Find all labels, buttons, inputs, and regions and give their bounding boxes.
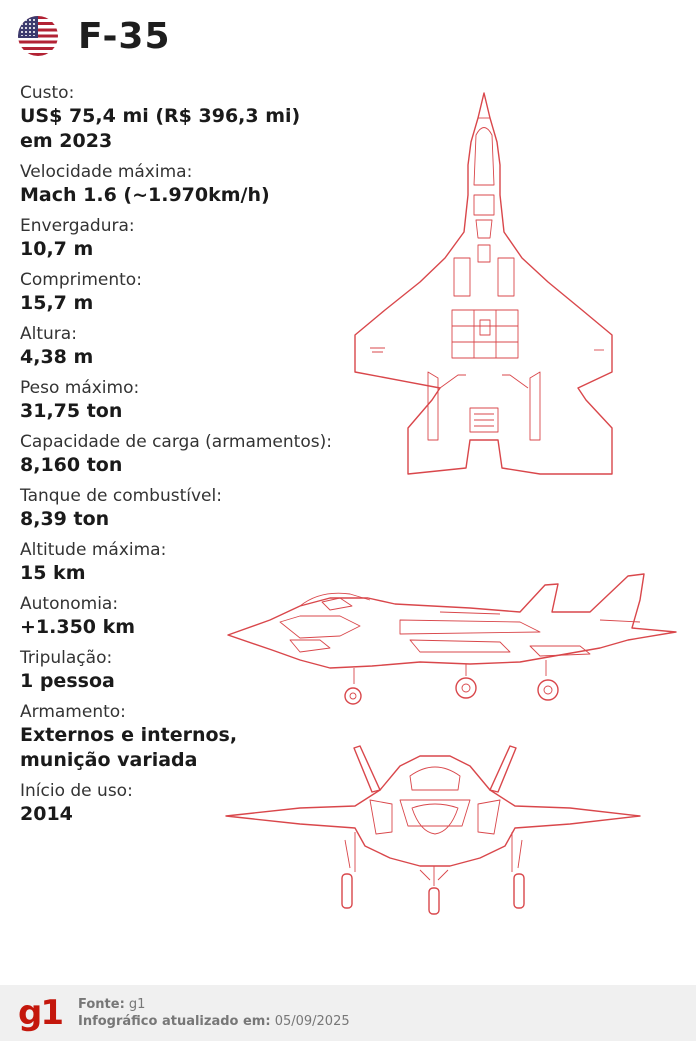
spec-tanque xyxy=(20,485,380,532)
source-line xyxy=(78,996,350,1013)
updated-value: 05/09/2025 xyxy=(270,1014,350,1029)
spec-tripulacao xyxy=(20,647,380,694)
source-label: Fonte: xyxy=(78,997,125,1012)
spec-label: Peso máximo: xyxy=(20,378,140,398)
spec-altitude xyxy=(20,539,380,586)
header xyxy=(18,14,171,58)
spec-inicio xyxy=(20,780,380,827)
spec-label: Início de uso: xyxy=(20,781,133,801)
spec-velocidade xyxy=(20,161,380,208)
updated-label: Infográfico atualizado em: xyxy=(78,1014,271,1029)
us-flag-icon xyxy=(18,16,58,56)
spec-value: Externos e internos, xyxy=(20,724,238,746)
spec-peso xyxy=(20,377,380,424)
spec-capacidade xyxy=(20,431,380,478)
spec-value: +1.350 km xyxy=(20,616,136,638)
spec-label: Tanque de combustível: xyxy=(20,486,222,506)
spec-value-line2: em 2023 xyxy=(20,130,113,152)
spec-comprimento xyxy=(20,269,380,316)
spec-label: Armamento: xyxy=(20,702,126,722)
spec-value: 8,160 ton xyxy=(20,454,123,476)
spec-value: 15,7 m xyxy=(20,292,94,314)
spec-label: Custo: xyxy=(20,83,75,103)
spec-value: Mach 1.6 (~1.970km/h) xyxy=(20,184,270,206)
spec-value: 10,7 m xyxy=(20,238,94,260)
spec-armamento xyxy=(20,701,380,773)
spec-value: 1 pessoa xyxy=(20,670,115,692)
footer xyxy=(0,985,696,1041)
spec-label: Envergadura: xyxy=(20,216,135,236)
spec-label: Autonomia: xyxy=(20,594,119,614)
spec-label: Velocidade máxima: xyxy=(20,162,193,182)
footer-text xyxy=(78,996,350,1030)
g1-logo: g1 xyxy=(18,993,62,1033)
spec-label: Comprimento: xyxy=(20,270,142,290)
aircraft-top-view xyxy=(355,93,612,474)
spec-label: Altitude máxima: xyxy=(20,540,167,560)
spec-custo xyxy=(20,82,380,154)
spec-envergadura xyxy=(20,215,380,262)
spec-autonomia xyxy=(20,593,380,640)
spec-value: 4,38 m xyxy=(20,346,94,368)
spec-value: 15 km xyxy=(20,562,86,584)
spec-value: 31,75 ton xyxy=(20,400,123,422)
spec-value: 8,39 ton xyxy=(20,508,110,530)
spec-value: 2014 xyxy=(20,803,73,825)
spec-label: Altura: xyxy=(20,324,77,344)
page-title: F-35 xyxy=(78,15,171,57)
spec-label: Capacidade de carga (armamentos): xyxy=(20,432,332,452)
spec-value-line2: munição variada xyxy=(20,749,198,771)
updated-line xyxy=(78,1013,350,1030)
specs-list xyxy=(20,82,380,834)
spec-altura xyxy=(20,323,380,370)
spec-value: US$ 75,4 mi (R$ 396,3 mi) xyxy=(20,105,301,127)
spec-label: Tripulação: xyxy=(20,648,113,668)
source-value: g1 xyxy=(124,997,146,1012)
